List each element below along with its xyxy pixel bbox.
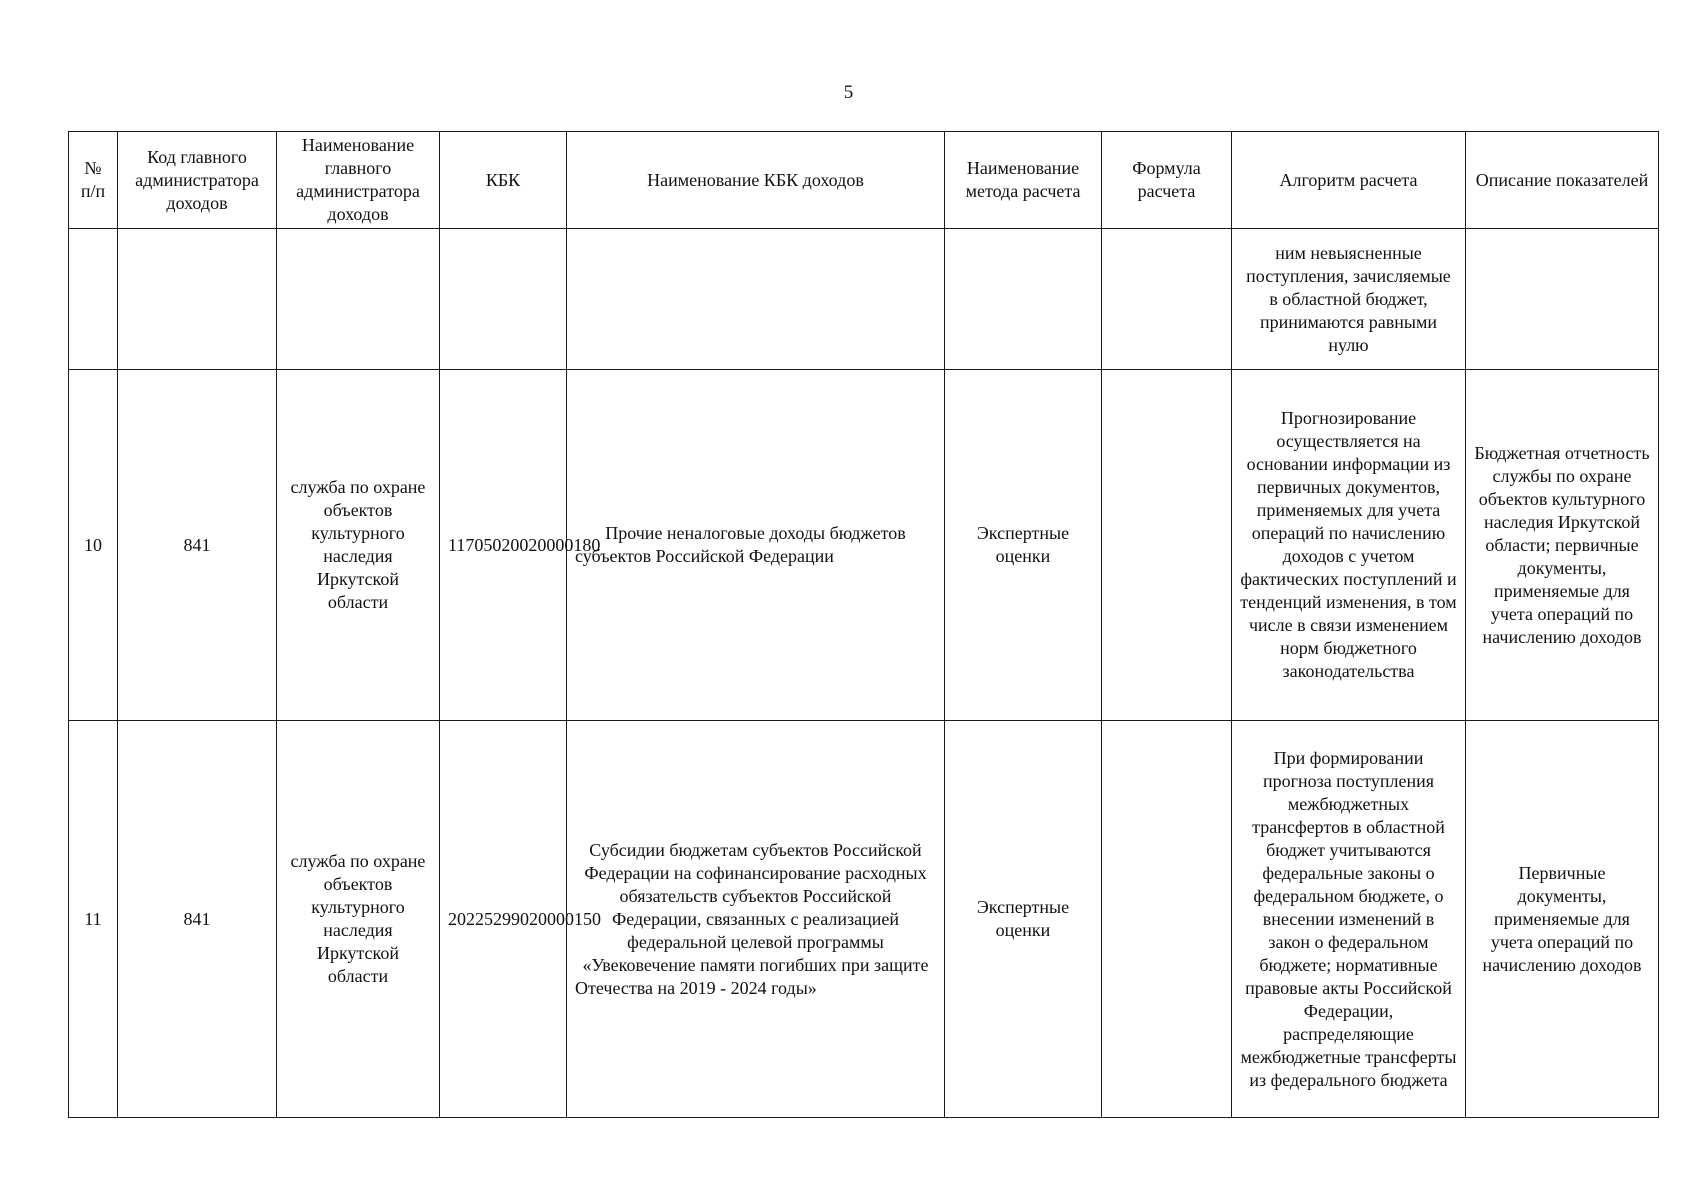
header-admin-name: Наименование главного администратора доходов bbox=[277, 132, 440, 229]
cell-formula bbox=[1102, 370, 1232, 721]
cell-description: Бюджетная отчетность службы по охране объектов культурного наследия Иркутской области; первичные документы, применяемые для учета операций по начислению доходов bbox=[1466, 370, 1659, 721]
header-kbk: КБК bbox=[440, 132, 567, 229]
cell-empty bbox=[277, 229, 440, 370]
header-num: № п/п bbox=[69, 132, 118, 229]
cell-method: Экспертные оценки bbox=[945, 721, 1102, 1118]
cell-empty bbox=[118, 229, 277, 370]
header-algorithm: Алгоритм расчета bbox=[1232, 132, 1466, 229]
cell-empty bbox=[1102, 229, 1232, 370]
cell-empty bbox=[945, 229, 1102, 370]
header-method: Наименование метода расчета bbox=[945, 132, 1102, 229]
cell-kbk-name: Прочие неналоговые доходы бюджетов субъектов Российской Федерации bbox=[567, 370, 945, 721]
table-row-continuation bbox=[69, 229, 1659, 370]
table-row bbox=[69, 721, 1659, 1118]
page-number: 5 bbox=[843, 82, 854, 103]
cell-empty bbox=[1466, 229, 1659, 370]
cell-admin-code: 841 bbox=[118, 370, 277, 721]
cell-kbk: 11705020020000180 bbox=[440, 370, 567, 721]
header-row bbox=[69, 132, 1659, 229]
header-admin-code: Код главного администратора доходов bbox=[118, 132, 277, 229]
cell-algorithm: ним невыясненные поступления, зачисляемые в областной бюджет, принимаются равными нулю bbox=[1232, 229, 1466, 370]
cell-num: 10 bbox=[69, 370, 118, 721]
cell-admin-code: 841 bbox=[118, 721, 277, 1118]
cell-description: Первичные документы, применяемые для учета операций по начислению доходов bbox=[1466, 721, 1659, 1118]
cell-empty bbox=[69, 229, 118, 370]
header-kbk-name: Наименование КБК доходов bbox=[567, 132, 945, 229]
cell-kbk-name: Субсидии бюджетам субъектов Российской Федерации на софинансирование расходных обязательств субъектов Российской Федерации, связанных с реализацией федеральной целевой программы «Увековечение памяти погибших при защите Отечества на 2019 - 2024 годы» bbox=[567, 721, 945, 1118]
cell-admin-name: служба по охране объектов культурного наследия Иркутской области bbox=[277, 721, 440, 1118]
cell-algorithm: Прогнозирование осуществляется на основании информации из первичных документов, применяемых для учета операций по начислению доходов с учетом фактических поступлений и тенденций изменения, в том числе в связи изменением норм бюджетного законодательства bbox=[1232, 370, 1466, 721]
header-description: Описание показателей bbox=[1466, 132, 1659, 229]
table-row bbox=[69, 370, 1659, 721]
cell-admin-name: служба по охране объектов культурного наследия Иркутской области bbox=[277, 370, 440, 721]
cell-kbk: 20225299020000150 bbox=[440, 721, 567, 1118]
cell-num: 11 bbox=[69, 721, 118, 1118]
cell-method: Экспертные оценки bbox=[945, 370, 1102, 721]
cell-empty bbox=[440, 229, 567, 370]
forecast-methods-table bbox=[68, 131, 1659, 1118]
cell-algorithm: При формировании прогноза поступления межбюджетных трансфертов в областной бюджет учитываются федеральные законы о федеральном бюджете, о внесении изменений в закон о федеральном бюджете; нормативные правовые акты Российской Федерации, распределяющие межбюджетные трансферты из федерального бюджета bbox=[1232, 721, 1466, 1118]
cell-empty bbox=[567, 229, 945, 370]
cell-formula bbox=[1102, 721, 1232, 1118]
header-formula: Формула расчета bbox=[1102, 132, 1232, 229]
